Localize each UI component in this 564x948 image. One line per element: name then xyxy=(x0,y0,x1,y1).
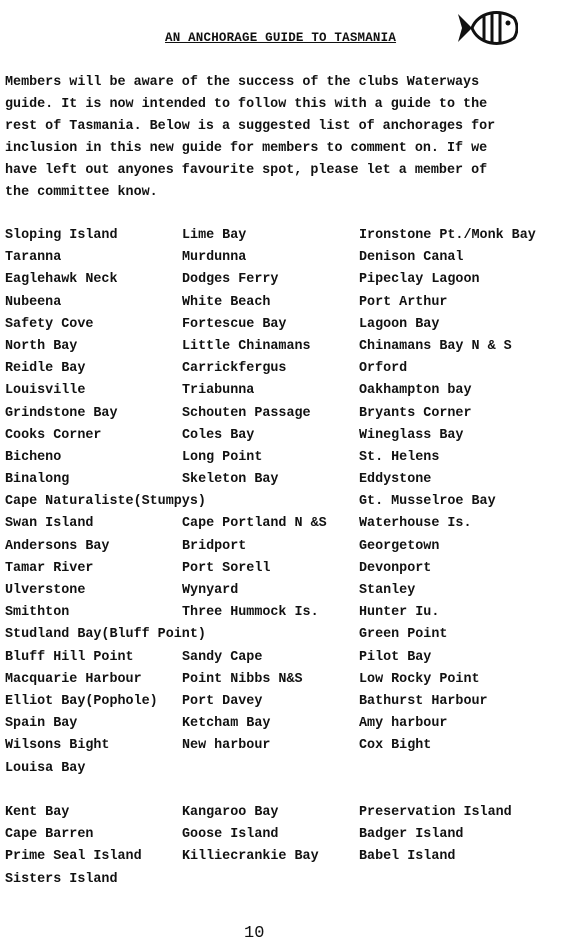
anchorage-item: Hunter Iu. xyxy=(359,605,440,621)
anchorage-item: Oakhampton bay xyxy=(359,383,472,399)
island-list-column-1 xyxy=(5,802,142,891)
anchorage-item: Three Hummock Is. xyxy=(182,605,319,621)
anchorage-item: Lagoon Bay xyxy=(359,316,440,332)
anchorage-item: Port Sorell xyxy=(182,560,271,576)
anchorage-item: Green Point xyxy=(359,627,448,643)
anchorage-item: Ironstone Pt./Monk Bay xyxy=(359,228,536,243)
anchorage-item: Louisa Bay xyxy=(5,760,86,776)
anchorage-item: Georgetown xyxy=(359,538,440,554)
anchorage-item: Andersons Bay xyxy=(5,538,110,554)
anchorage-list-column-2 xyxy=(182,225,327,758)
anchorage-item: Carrickfergus xyxy=(182,361,287,377)
anchorage-item: Stanley xyxy=(359,583,416,598)
anchorage-item: Bridport xyxy=(182,538,247,554)
anchorage-item: Wineglass Bay xyxy=(359,427,464,443)
anchorage-item: Sloping Island xyxy=(5,228,118,243)
anchorage-item: Point Nibbs N&S xyxy=(182,671,303,687)
anchorage-item: Macquarie Harbour xyxy=(5,671,142,687)
anchorage-item: Cox Bight xyxy=(359,738,432,754)
anchorage-item: Waterhouse Is. xyxy=(359,516,472,532)
anchorage-item: Killiecrankie Bay xyxy=(182,849,319,865)
anchorage-item: Taranna xyxy=(5,250,62,266)
anchorage-item: Port Davey xyxy=(182,693,263,709)
anchorage-item: Smithton xyxy=(5,605,70,621)
anchorage-item: Triabunna xyxy=(182,383,255,399)
anchorage-item: Ketcham Bay xyxy=(182,716,271,732)
anchorage-item: Gt. Musselroe Bay xyxy=(359,494,496,510)
anchorage-item: New harbour xyxy=(182,738,271,754)
anchorage-item: Pilot Bay xyxy=(359,649,432,665)
intro-line: Members will be aware of the success of the clubs Waterways xyxy=(5,75,480,90)
anchorage-item: Wilsons Bight xyxy=(5,738,110,754)
intro-paragraph xyxy=(5,72,557,204)
intro-line: inclusion in this new guide for members to comment on. If we xyxy=(5,141,488,156)
anchorage-item: North Bay xyxy=(5,338,78,354)
island-list-column-3 xyxy=(359,802,512,869)
anchorage-item: Devonport xyxy=(359,560,432,576)
anchorage-item xyxy=(182,491,327,513)
anchorage-item: Louisville xyxy=(5,383,86,399)
anchorage-item: Nubeena xyxy=(5,294,62,310)
anchorage-item: Schouten Passage xyxy=(182,405,311,421)
intro-line: rest of Tasmania. Below is a suggested list of anchorages for xyxy=(5,119,496,134)
anchorage-item: Binalong xyxy=(5,472,70,488)
anchorage-item: Bluff Hill Point xyxy=(5,649,134,665)
anchorage-item: Port Arthur xyxy=(359,294,448,310)
island-list-column-2 xyxy=(182,802,319,869)
anchorage-item: Goose Island xyxy=(182,827,279,843)
anchorage-item: Badger Island xyxy=(359,827,464,843)
anchorage-item: Bryants Corner xyxy=(359,405,472,421)
anchorage-item: Long Point xyxy=(182,449,263,465)
anchorage-item: Wynyard xyxy=(182,583,239,598)
anchorage-item: Kangaroo Bay xyxy=(182,805,279,820)
anchorage-list-column-1 xyxy=(5,225,206,780)
fish-logo-icon xyxy=(454,6,518,50)
anchorage-item: Fortescue Bay xyxy=(182,316,287,332)
anchorage-item xyxy=(182,624,327,646)
anchorage-item: Denison Canal xyxy=(359,250,464,266)
anchorage-item: Babel Island xyxy=(359,849,456,865)
anchorage-item: Prime Seal Island xyxy=(5,849,142,865)
anchorage-item: St. Helens xyxy=(359,449,440,465)
document-title: AN ANCHORAGE GUIDE TO TASMANIA xyxy=(165,31,397,45)
anchorage-item: Bathurst Harbour xyxy=(359,693,488,709)
anchorage-item: Preservation Island xyxy=(359,805,512,820)
anchorage-item: Lime Bay xyxy=(182,228,247,243)
anchorage-item: Safety Cove xyxy=(5,316,94,332)
anchorage-item: Coles Bay xyxy=(182,427,255,443)
anchorage-list-column-3 xyxy=(359,225,536,758)
anchorage-item: Kent Bay xyxy=(5,805,70,820)
anchorage-item: Cape Naturaliste(Stumpys) xyxy=(5,494,206,510)
page-number: 10 xyxy=(244,924,265,943)
anchorage-item: Swan Island xyxy=(5,516,94,532)
anchorage-item: Cape Portland N &S xyxy=(182,516,327,532)
intro-line: the committee know. xyxy=(5,185,158,200)
anchorage-item: Cape Barren xyxy=(5,827,94,843)
intro-line: guide. It is now intended to follow this with a guide to the xyxy=(5,97,488,112)
anchorage-item: Orford xyxy=(359,361,408,377)
anchorage-item: Cooks Corner xyxy=(5,427,102,443)
anchorage-item: Reidle Bay xyxy=(5,361,86,377)
anchorage-item: Tamar River xyxy=(5,560,94,576)
anchorage-item: Bicheno xyxy=(5,449,62,465)
anchorage-item: Little Chinamans xyxy=(182,338,311,354)
anchorage-item: Elliot Bay(Pophole) xyxy=(5,693,158,709)
anchorage-item: Spain Bay xyxy=(5,716,78,732)
anchorage-item: Skeleton Bay xyxy=(182,472,279,488)
anchorage-item: Low Rocky Point xyxy=(359,671,480,687)
anchorage-item: Studland Bay(Bluff Point) xyxy=(5,627,206,643)
anchorage-item: Sandy Cape xyxy=(182,649,263,665)
anchorage-item: Eddystone xyxy=(359,472,432,488)
anchorage-item: Sisters Island xyxy=(5,871,118,887)
anchorage-item: Pipeclay Lagoon xyxy=(359,272,480,288)
anchorage-item: Ulverstone xyxy=(5,583,86,598)
anchorage-item: White Beach xyxy=(182,294,271,310)
anchorage-item: Grindstone Bay xyxy=(5,405,118,421)
anchorage-item: Eaglehawk Neck xyxy=(5,272,118,288)
intro-line: have left out anyones favourite spot, please let a member of xyxy=(5,163,488,178)
anchorage-item: Dodges Ferry xyxy=(182,272,279,288)
anchorage-item: Murdunna xyxy=(182,250,247,266)
anchorage-item: Chinamans Bay N & S xyxy=(359,338,512,354)
anchorage-item: Amy harbour xyxy=(359,716,448,732)
